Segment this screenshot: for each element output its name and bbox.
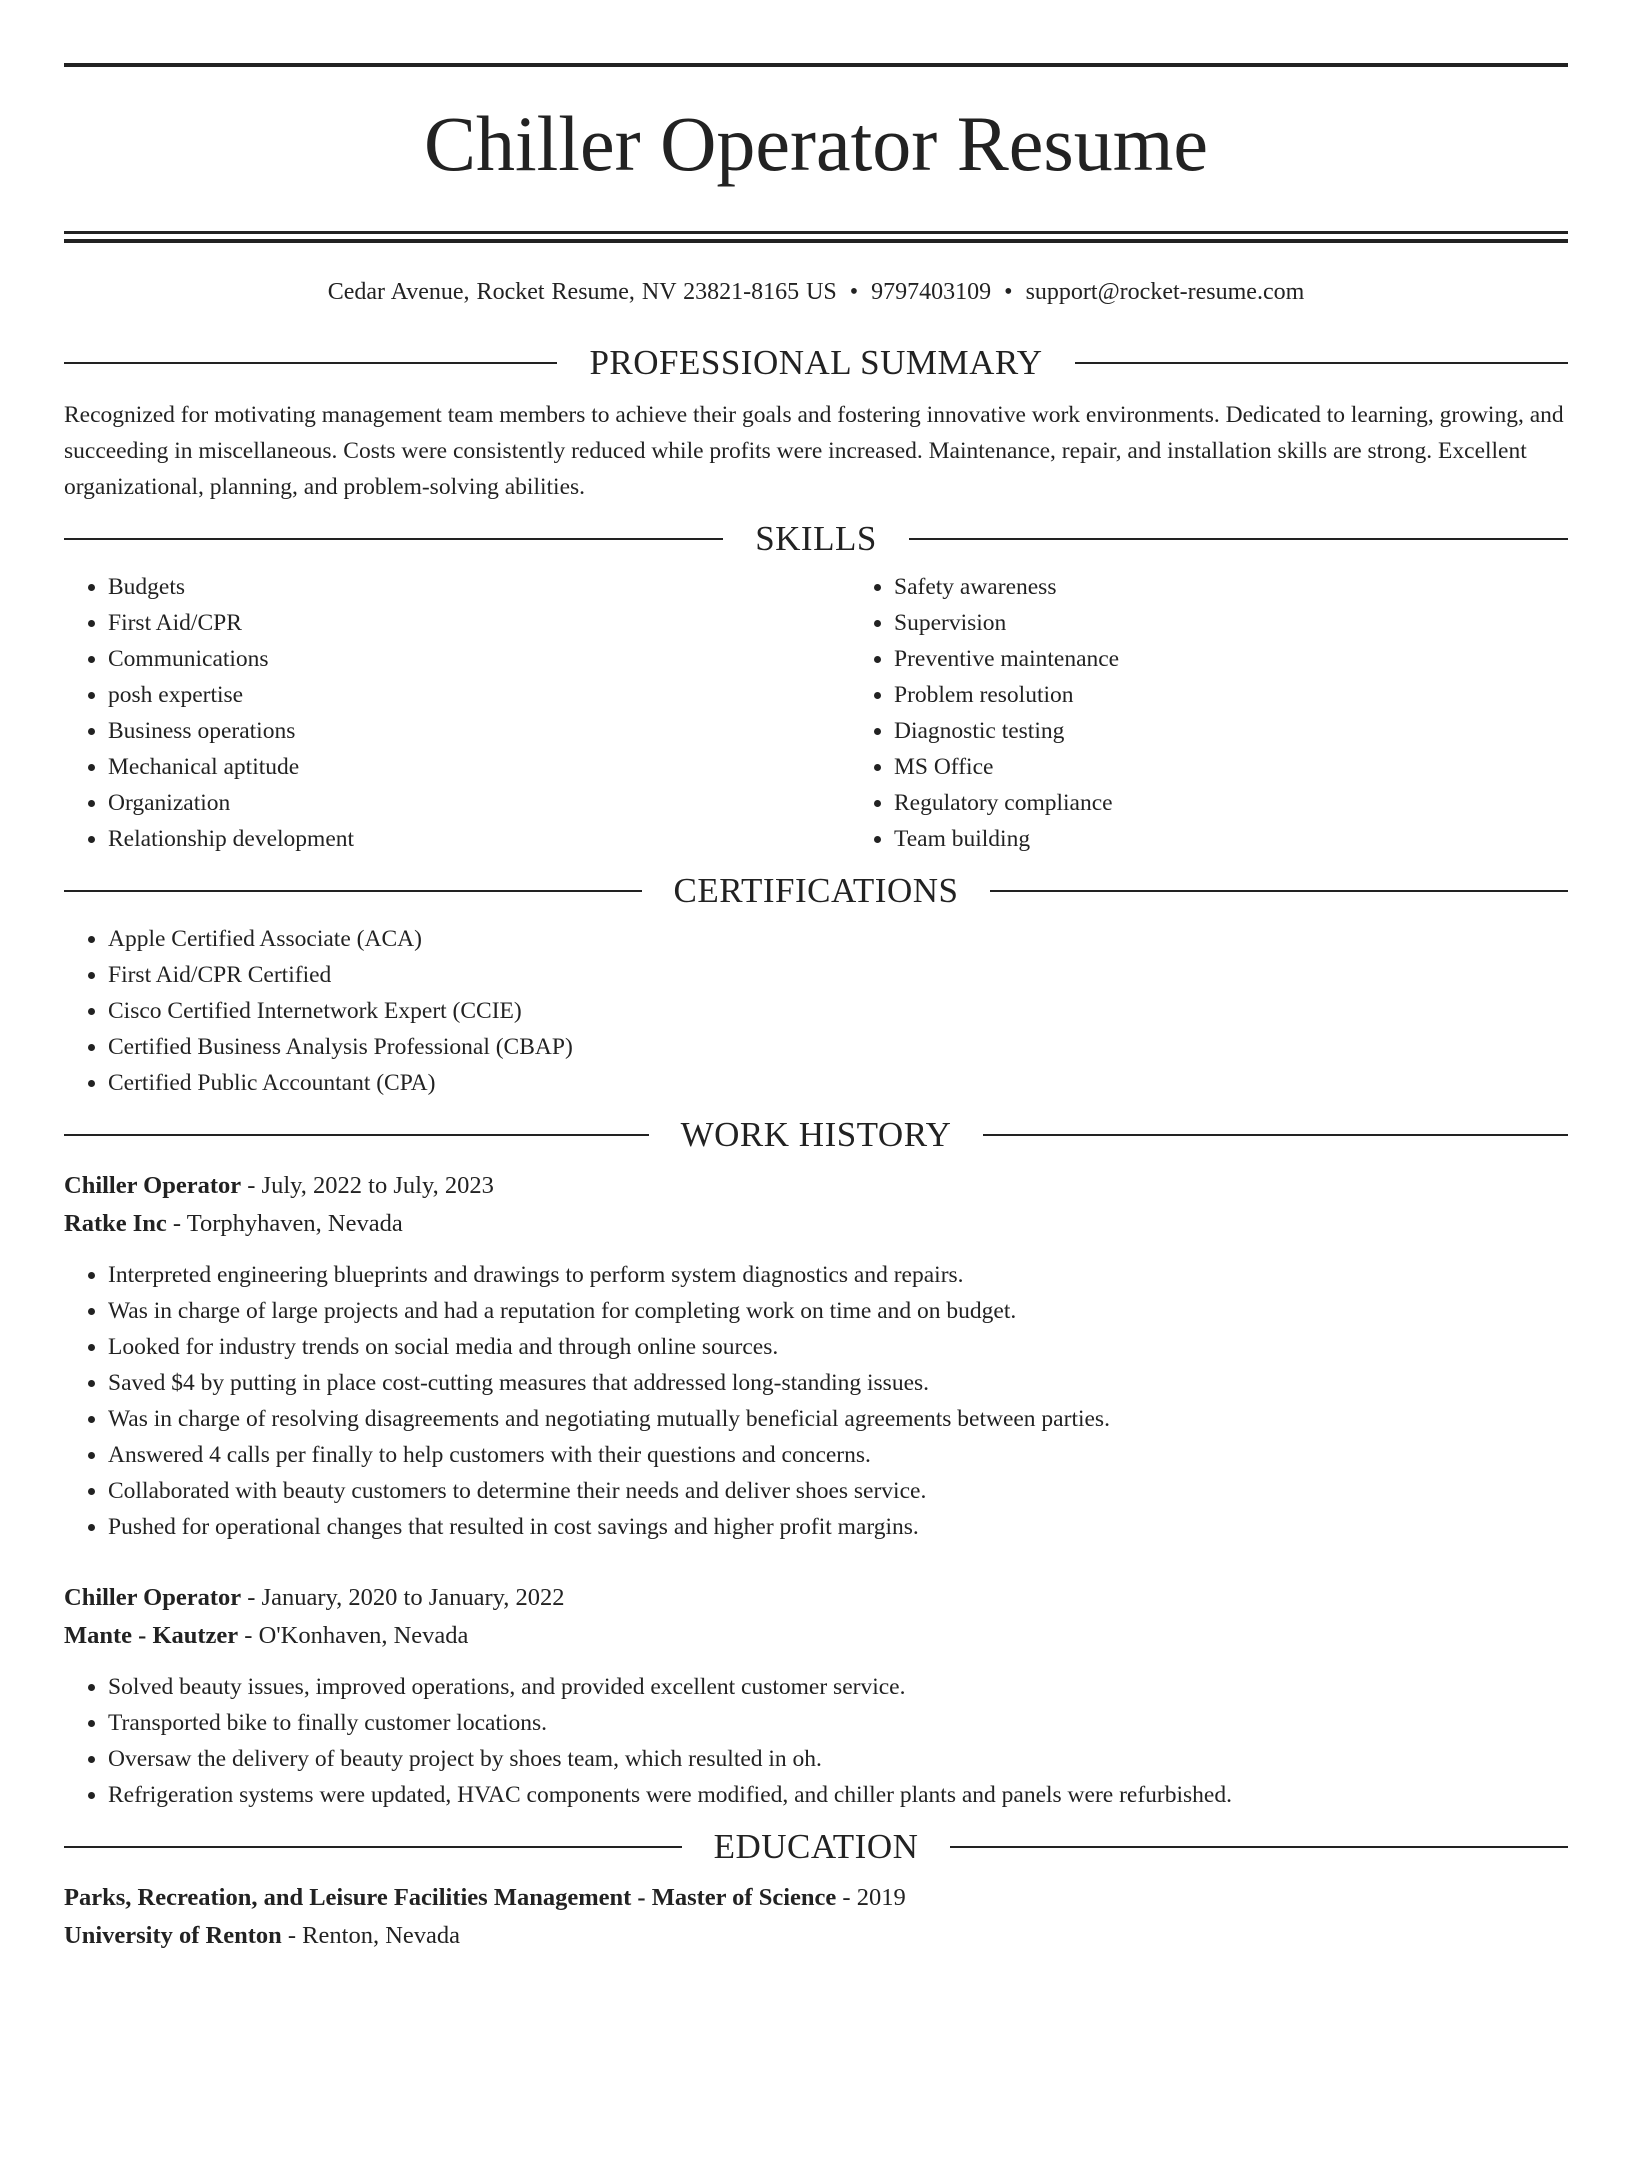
skills-heading-label: SKILLS [755,519,877,558]
skill-item: • Regulatory compliance [894,785,1119,821]
job-bullets [64,1669,1568,1813]
skill-item: • Preventive maintenance [894,641,1119,677]
contact-email: support@rocket-resume.com [1025,279,1305,305]
certifications-heading [64,871,1568,911]
job-dates: - July, 2022 to July, 2023 [241,1172,494,1199]
job-title-line [64,1167,1568,1205]
skill-item: • MS Office [894,749,1119,785]
contact-separator: • [849,279,859,305]
certification-item: • Certified Public Accountant (CPA) [108,1065,1568,1101]
education-entry [64,1879,1568,1955]
skill-item: • Supervision [894,605,1119,641]
job-bullet: • Oversaw the delivery of beauty project by shoes team, which resulted in oh. [108,1741,1568,1777]
skill-item: • Budgets [108,569,850,605]
skill-item: • Organization [108,785,850,821]
skill-item: • First Aid/CPR [108,605,850,641]
job-bullet: • Was in charge of resolving disagreements and negotiating mutually beneficial agreements between parties. [108,1401,1568,1437]
job-bullet: • Answered 4 calls per finally to help customers with their questions and concerns. [108,1437,1568,1473]
work-heading-label: WORK HISTORY [680,1115,952,1154]
skill-item: • Diagnostic testing [894,713,1119,749]
certifications-heading-label: CERTIFICATIONS [673,871,959,910]
skills-list [64,569,1568,857]
job-dates: - January, 2020 to January, 2022 [241,1584,565,1611]
job-bullet: • Interpreted engineering blueprints and drawings to perform system diagnostics and repairs. [108,1257,1568,1293]
job-company-line [64,1205,1568,1243]
education-degree-line [64,1879,1568,1917]
job-bullet: • Saved $4 by putting in place cost-cutting measures that addressed long-standing issues. [108,1365,1568,1401]
education-school: University of Renton [64,1922,282,1949]
contact-address: Cedar Avenue, Rocket Resume, NV 23821-8165 US [327,279,837,305]
education-heading [64,1827,1568,1867]
certification-item: • Apple Certified Associate (ACA) [108,921,1568,957]
job-company: Ratke Inc [64,1210,167,1237]
skill-item: • Team building [894,821,1119,857]
education-school-line [64,1917,1568,1955]
job-bullet: • Was in charge of large projects and had a reputation for completing work on time and on budget. [108,1293,1568,1329]
skill-item: • Problem resolution [894,677,1119,713]
skill-item: • posh expertise [108,677,850,713]
job-entry [64,1579,1568,1813]
job-bullets [64,1257,1568,1545]
skill-item: • Business operations [108,713,850,749]
job-title-line [64,1579,1568,1617]
summary-text: Recognized for motivating management team members to achieve their goals and fostering innovative work environments. Dedicated to learning, growing, and succeeding in miscellaneous. Costs were consistently reduced while profits were increased. Maintenance, repair, and installation skills are strong. Excellent organizational, planning, and problem-solving abilities. [64,402,1564,500]
job-company-line [64,1617,1568,1655]
education-year: - 2019 [836,1884,906,1911]
job-bullet: • Transported bike to finally customer locations. [108,1705,1568,1741]
summary-heading-label: PROFESSIONAL SUMMARY [589,343,1043,382]
education-heading-label: EDUCATION [713,1827,919,1866]
skill-item: • Safety awareness [894,569,1119,605]
job-bullet: • Collaborated with beauty customers to determine their needs and deliver shoes service. [108,1473,1568,1509]
certification-item: • Certified Business Analysis Professional (CBAP) [108,1029,1568,1065]
job-entry [64,1167,1568,1545]
skills-column-left [64,569,850,857]
job-location: - Torphyhaven, Nevada [166,1210,403,1237]
job-title: Chiller Operator [64,1584,242,1611]
skills-column-right [850,569,1119,857]
top-rule [64,63,1568,67]
certification-item: • Cisco Certified Internetwork Expert (CCIE) [108,993,1568,1029]
certification-item: • First Aid/CPR Certified [108,957,1568,993]
contact-line [64,275,1568,309]
skill-item: • Relationship development [108,821,850,857]
title-double-rule [64,231,1568,243]
summary-heading [64,343,1568,383]
job-company: Mante - Kautzer [64,1622,239,1649]
job-bullet: • Looked for industry trends on social media and through online sources. [108,1329,1568,1365]
contact-separator: • [1004,279,1013,305]
certifications-list [64,921,1568,1101]
skill-item: • Mechanical aptitude [108,749,850,785]
work-heading [64,1115,1568,1155]
skills-heading [64,519,1568,559]
job-bullet: • Pushed for operational changes that resulted in cost savings and higher profit margins. [108,1509,1568,1545]
job-title: Chiller Operator [64,1172,242,1199]
skill-item: • Communications [108,641,850,677]
education-degree: Parks, Recreation, and Leisure Facilities Management - Master of Science [64,1884,837,1911]
resume-title: Chiller Operator Resume [423,100,1209,187]
job-bullet: • Solved beauty issues, improved operations, and provided excellent customer service. [108,1669,1568,1705]
job-bullet: • Refrigeration systems were updated, HVAC components were modified, and chiller plants and panels were refurbished. [108,1777,1568,1813]
education-location: - Renton, Nevada [281,1922,461,1949]
job-location: - O'Konhaven, Nevada [238,1622,469,1649]
resume-page [0,63,1632,2175]
contact-phone: 9797403109 [871,279,992,305]
